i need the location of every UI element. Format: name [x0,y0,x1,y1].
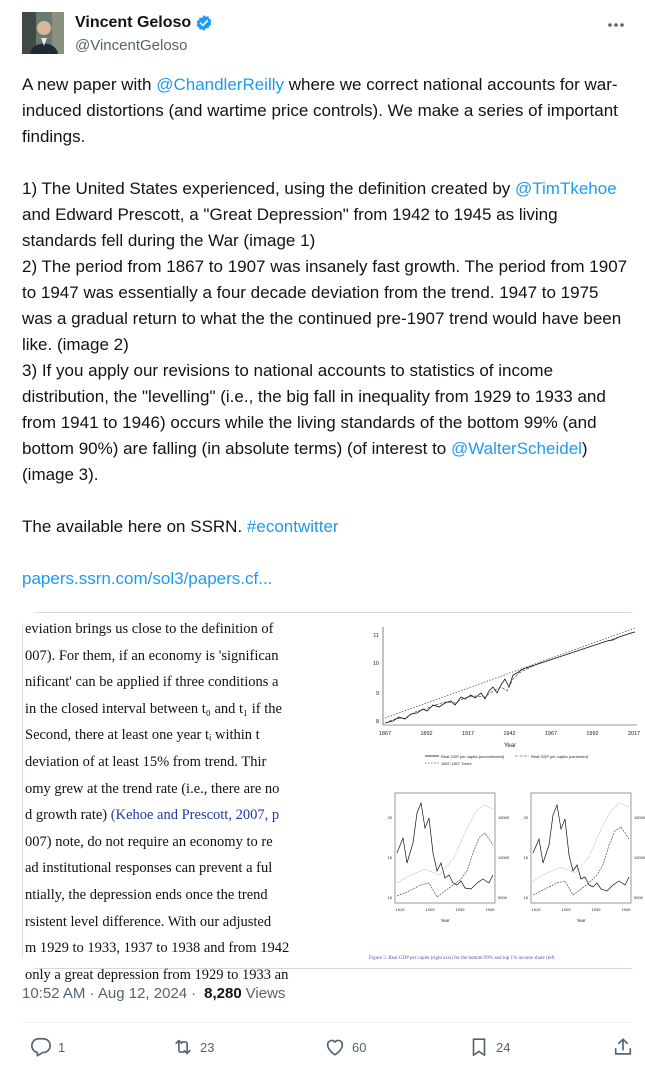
bottom_left-x-tick: 1939 [455,907,465,912]
bottom-right-share-line [533,805,629,891]
tweet-paragraph-3: 2) The period from 1867 to 1907 was insanely fast growth. The period from 1907 to 1947 was essentially a four decade deviation from the trend. 1947 to 1975 was a gradual return to what the the continued pre-1907 trend would have been like. (image 2) [22,257,628,354]
bottom-right-frame [531,793,631,903]
timestamp[interactable]: 10:52 AM · Aug 12, 2024 [22,985,188,1002]
person-portrait-icon [22,12,64,54]
tweet-paragraph-6 [22,566,632,592]
paper-excerpt-image[interactable] [23,613,353,983]
divider [22,1022,632,1023]
tweet-paragraph-2 [22,176,632,254]
paper-text-line: 007) note, do not require an economy to re [25,833,273,850]
legend-label-1: Real GDP per capita (unconnected) [441,754,505,759]
top-chart-x-label: Year [503,743,517,749]
paper-text-line: m 1929 to 1933, 1937 to 1938 and from 1942 [25,940,290,957]
like-count: 60 [352,1039,367,1055]
bottom_left-x-tick: 1919 [395,907,405,912]
paper-text-line: eviation brings us close to the definition of [25,621,274,637]
top-chart-x-tick: 1917 [461,731,475,737]
bottom_right-right-tick: 15000 [634,815,645,820]
repost-button[interactable] [172,1036,214,1058]
reply-button[interactable] [30,1036,65,1058]
paper-text-line: in the closed interval between t₀ and t₁ if the [25,700,282,717]
bottom_right-left-tick: 10 [523,895,528,900]
trend-line [385,628,635,718]
bottom_right-x-tick: 1919 [531,907,541,912]
text-span: ) (image 3). [22,439,588,484]
bottom-left-gdp-line [397,833,493,897]
bottom-right-gdp-line [533,827,629,895]
bottom-left-gdp-line-2 [397,805,493,883]
paper-text-line: only a great depression from 1929 to 1933 an [25,966,289,983]
legend-label-3: 1867-1907 Trend [441,761,472,766]
bottom-right-right-ticks [634,815,645,900]
charts-svg [355,613,645,968]
text-span: 3) If you apply our revisions to national accounts to statistics of income distribution, the "levelling" (i.e., the big fall in inequality from 1929 to 1933 and from 1941 to 1946) occurs while the living standards of the bottom 99% (and bottom 90%) are falling (in absolute terms) (of interest to [22,361,606,458]
top-chart-x-tick: 2017 [627,731,641,737]
top-chart-x-ticks [379,731,640,737]
paper-text-line: Second, there at least one year tᵢ within t [25,727,260,744]
top-chart-x-tick: 1867 [378,731,392,737]
top-chart-y-tick: 9 [375,691,379,697]
bottom-right-gdp-line-2 [533,803,629,881]
mention-chandlerreilly[interactable]: @ChandlerReilly [156,75,285,94]
name-row [75,14,213,32]
tweet-paragraph-4 [22,358,632,488]
top-chart-x-tick: 1967 [544,731,558,737]
bottom_right-x-tick: 1949 [621,907,631,912]
text-span: where we correct national accounts for war-induced distortions (and wartime price controls). We make a series of important findings. [22,75,618,146]
repost-icon [172,1036,194,1058]
text-span: The available here on SSRN. [22,517,247,536]
action-bar [22,1036,632,1066]
legend-label-2: Real GDP per capita (corrected) [531,754,589,759]
bottom-left-left-ticks [388,815,393,900]
top-chart-y-tick: 11 [373,633,379,639]
author-name[interactable]: Vincent Geloso [75,14,192,31]
bottom_right-right-tick: 10000 [634,855,645,860]
paper-text-line: rsistent level difference. With our adjusted [25,913,272,930]
bottom_right-right-tick: 5000 [634,895,643,900]
tweet-body [22,72,632,592]
bottom-left-right-ticks [498,815,510,900]
tweet-paragraph-1 [22,72,632,150]
top-chart-y-ticks [373,633,379,725]
top-chart-y-tick: 10 [372,661,379,667]
reply-count: 1 [58,1039,66,1055]
tweet-paragraph-5 [22,514,632,540]
top-chart-x-tick: 1892 [420,731,433,737]
repost-count: 23 [200,1039,215,1055]
bookmark-icon [468,1036,490,1058]
bottom-left-x-ticks [396,907,496,912]
paper-text-line: d growth rate) (Kehoe and Prescott, 2007, p [25,807,280,824]
like-button[interactable] [324,1036,366,1058]
ssrn-link[interactable]: papers.ssrn.com/sol3/papers.cf... [22,569,273,588]
paper-text-line: deviation of at least 15% from trend. Thir [25,754,267,770]
reply-icon [30,1036,52,1058]
tweet-header [22,10,627,60]
paper-text-line: ntially, the depression ends once the trend [25,887,268,903]
bottom_left-left-tick: 15 [387,855,392,860]
bottom_left-x-tick: 1929 [425,907,435,912]
bottom-left-x-label: Year [440,918,450,923]
bottom-left-share-line [397,803,493,889]
bottom_left-right-tick: 15000 [498,815,510,820]
text-span: 1) The United States experienced, using the definition created by [22,179,515,198]
bottom_right-x-tick: 1929 [561,907,571,912]
mention-timtkehoe[interactable]: @TimTkehoe [515,179,617,198]
top-chart-y-tick: 8 [375,719,379,725]
series-unconnected-line [385,632,635,723]
bottom_right-x-tick: 1939 [591,907,601,912]
paper-text-line: ad institutional responses can prevent a ful [25,860,273,877]
top-chart-x-tick: 1992 [586,731,599,737]
verified-badge-icon [195,14,213,32]
paper-citation: (Kehoe and Prescott, 2007, p [110,807,280,824]
media-attachment[interactable] [22,612,645,983]
top-chart-x-tick: 1942 [503,731,516,737]
paper-text-line: omy grew at the trend rate (i.e., there are no [25,780,280,797]
share-button[interactable] [612,1036,634,1058]
paper-text-line: 007). For them, if an economy is 'significan [25,647,279,664]
avatar[interactable] [22,12,64,54]
tweet-meta [22,985,285,1002]
bottom_right-left-tick: 20 [523,815,528,820]
text-span: A new paper with [22,75,157,94]
views-label: Views [245,985,286,1002]
bottom_left-left-tick: 20 [387,815,392,820]
charts-image[interactable] [355,613,645,968]
bottom_left-left-tick: 10 [387,895,392,900]
meta-separator: · [191,985,197,1002]
bottom_right-left-tick: 15 [523,855,528,860]
mention-walterscheidel[interactable]: @WalterScheidel [450,439,582,458]
bottom-right-x-label: Year [576,918,586,923]
paper-text-line: nificant' can be applied if three conditions a [25,674,279,691]
heart-icon [324,1036,346,1058]
views-count: 8,280 [204,985,242,1002]
bookmark-count: 24 [496,1039,511,1055]
author-handle[interactable]: @VincentGeloso [75,37,188,54]
bottom_left-right-tick: 5000 [498,895,507,900]
bottom-left-frame [395,793,495,903]
bottom-right-x-ticks [532,907,632,912]
bottom-right-left-ticks [524,815,529,900]
figure-caption: Figure 5: Real GDP per capita (right axis) for the bottom 99% and top 1% income share (left [369,956,555,961]
bottom_left-x-tick: 1949 [485,907,495,912]
bookmark-button[interactable] [468,1036,510,1058]
text-span: and Edward Prescott, a "Great Depression" from 1942 to 1945 as living standards fell during the War (image 1) [22,205,558,250]
more-options-icon[interactable] [605,16,627,34]
share-icon [612,1036,634,1058]
hashtag-econtwitter[interactable]: #econtwitter [246,517,339,536]
bottom_left-right-tick: 10000 [498,855,510,860]
